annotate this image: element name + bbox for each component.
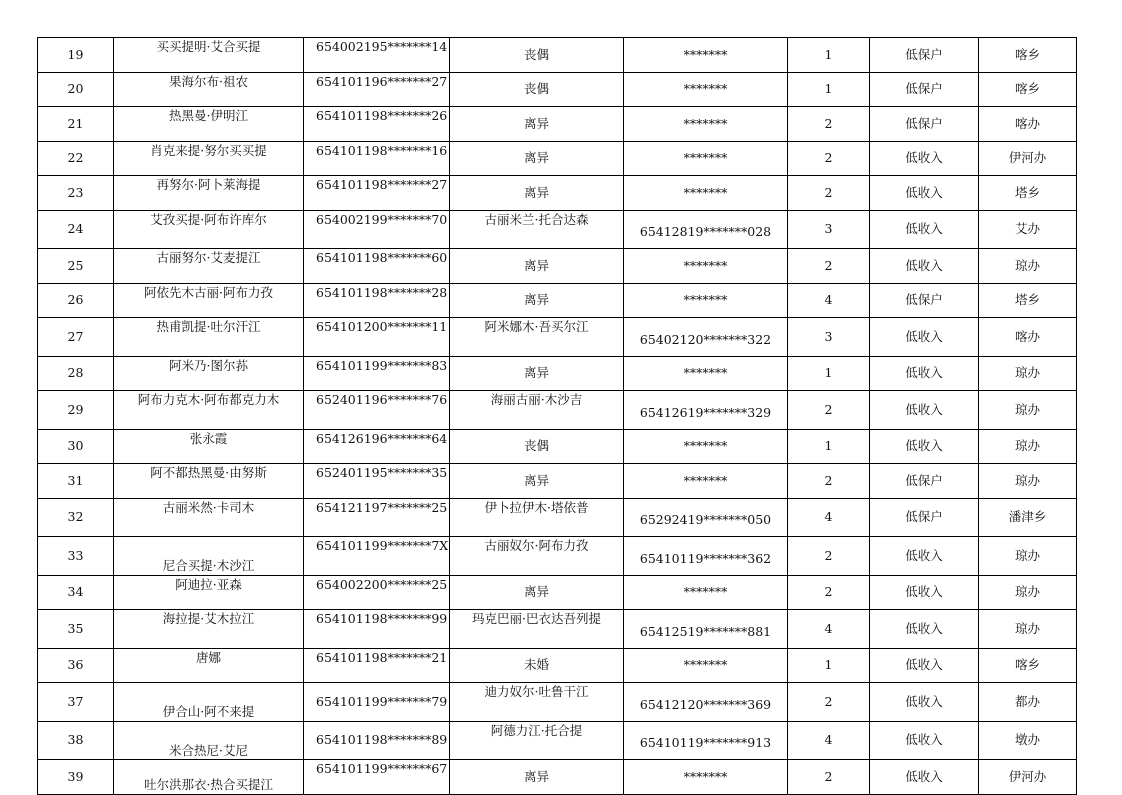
assistance-type-cell: 低保户 — [870, 72, 979, 107]
assistance-type-cell: 低收入 — [870, 318, 979, 357]
applicant-name-cell: 再努尔·阿卜莱海提 — [114, 176, 304, 211]
spouse-name-cell: 玛克巴丽·巴衣达吾列提 — [450, 610, 624, 649]
spouse-name-cell: 丧偶 — [450, 429, 624, 464]
table-row — [38, 498, 1077, 537]
row-number-cell: 28 — [38, 356, 114, 391]
spouse-name-cell: 古丽米兰·托合达森 — [450, 210, 624, 249]
applicant-id-cell: 654101198*******27 — [304, 176, 450, 211]
applicant-id-cell: 654101198*******89 — [304, 721, 450, 760]
assistance-type-cell: 低保户 — [870, 283, 979, 318]
spouse-id-cell: ******* — [624, 648, 788, 683]
area-cell: 伊河办 — [979, 141, 1077, 176]
applicant-name-cell: 阿布力克木·阿布都克力木 — [114, 391, 304, 430]
area-cell: 琼办 — [979, 537, 1077, 576]
area-cell: 潘津乡 — [979, 498, 1077, 537]
spouse-name-cell: 离异 — [450, 356, 624, 391]
spouse-id-cell: ******* — [624, 72, 788, 107]
area-cell: 琼办 — [979, 610, 1077, 649]
spouse-id-cell: ******* — [624, 176, 788, 211]
assistance-type-cell: 低收入 — [870, 391, 979, 430]
applicant-name-cell: 热甫凯提·吐尔汗江 — [114, 318, 304, 357]
table-row — [38, 721, 1077, 760]
applicant-name-cell: 古丽努尔·艾麦提江 — [114, 249, 304, 284]
spouse-name-cell: 丧偶 — [450, 38, 624, 73]
assistance-type-cell: 低保户 — [870, 38, 979, 73]
household-count-cell: 1 — [788, 648, 870, 683]
applicant-name-cell: 伊合山·阿不来提 — [114, 683, 304, 722]
table-row — [38, 107, 1077, 142]
table-row — [38, 72, 1077, 107]
area-cell: 琼办 — [979, 429, 1077, 464]
area-cell: 琼办 — [979, 464, 1077, 499]
assistance-type-cell: 低收入 — [870, 249, 979, 284]
spouse-id-cell: ******* — [624, 464, 788, 499]
spouse-id-cell: 65412619*******329 — [624, 391, 788, 430]
applicant-id-cell: 654101199*******79 — [304, 683, 450, 722]
table-row — [38, 176, 1077, 211]
area-cell: 塔乡 — [979, 283, 1077, 318]
assistance-type-cell: 低保户 — [870, 498, 979, 537]
applicant-id-cell: 654002199*******70 — [304, 210, 450, 249]
spouse-name-cell: 离异 — [450, 760, 624, 795]
table-row — [38, 537, 1077, 576]
row-number-cell: 20 — [38, 72, 114, 107]
row-number-cell: 39 — [38, 760, 114, 795]
area-cell: 琼办 — [979, 249, 1077, 284]
spouse-name-cell: 离异 — [450, 464, 624, 499]
household-count-cell: 1 — [788, 356, 870, 391]
household-count-cell: 2 — [788, 575, 870, 610]
area-cell: 喀乡 — [979, 648, 1077, 683]
row-number-cell: 38 — [38, 721, 114, 760]
applicant-name-cell: 尼合买提·木沙江 — [114, 537, 304, 576]
applicant-name-cell: 阿不都热黑曼·由努斯 — [114, 464, 304, 499]
household-count-cell: 1 — [788, 429, 870, 464]
applicant-id-cell: 654101200*******11 — [304, 318, 450, 357]
assistance-type-cell: 低收入 — [870, 210, 979, 249]
area-cell: 艾办 — [979, 210, 1077, 249]
applicant-name-cell: 古丽米然·卡司木 — [114, 498, 304, 537]
household-count-cell: 4 — [788, 610, 870, 649]
applicant-name-cell: 买买提明·艾合买提 — [114, 38, 304, 73]
table-row — [38, 318, 1077, 357]
spouse-id-cell: 65412120*******369 — [624, 683, 788, 722]
row-number-cell: 19 — [38, 38, 114, 73]
area-cell: 塔乡 — [979, 176, 1077, 211]
household-count-cell: 2 — [788, 683, 870, 722]
applicant-id-cell: 654101198*******16 — [304, 141, 450, 176]
household-count-cell: 2 — [788, 464, 870, 499]
table-row — [38, 356, 1077, 391]
assistance-type-cell: 低收入 — [870, 141, 979, 176]
spouse-id-cell: ******* — [624, 249, 788, 284]
applicant-id-cell: 652401196*******76 — [304, 391, 450, 430]
row-number-cell: 21 — [38, 107, 114, 142]
row-number-cell: 31 — [38, 464, 114, 499]
table-row — [38, 210, 1077, 249]
table-row — [38, 648, 1077, 683]
applicant-name-cell: 果海尔布·祖农 — [114, 72, 304, 107]
household-count-cell: 3 — [788, 210, 870, 249]
row-number-cell: 24 — [38, 210, 114, 249]
record-table — [37, 37, 1077, 795]
household-count-cell: 4 — [788, 498, 870, 537]
spouse-name-cell: 阿德力江·托合提 — [450, 721, 624, 760]
area-cell: 琼办 — [979, 391, 1077, 430]
spouse-id-cell: ******* — [624, 107, 788, 142]
household-count-cell: 4 — [788, 721, 870, 760]
household-count-cell: 2 — [788, 141, 870, 176]
household-count-cell: 1 — [788, 72, 870, 107]
spouse-id-cell: 65402120*******322 — [624, 318, 788, 357]
area-cell: 墩办 — [979, 721, 1077, 760]
applicant-id-cell: 654002200*******25 — [304, 575, 450, 610]
household-count-cell: 2 — [788, 391, 870, 430]
spouse-id-cell: 65412819*******028 — [624, 210, 788, 249]
table-row — [38, 575, 1077, 610]
table-row — [38, 38, 1077, 73]
row-number-cell: 23 — [38, 176, 114, 211]
area-cell: 伊河办 — [979, 760, 1077, 795]
applicant-id-cell: 654101199*******67 — [304, 760, 450, 795]
household-count-cell: 2 — [788, 249, 870, 284]
spouse-name-cell: 海丽古丽·木沙吉 — [450, 391, 624, 430]
spouse-id-cell: ******* — [624, 283, 788, 318]
spouse-name-cell: 伊卜拉伊木·塔依普 — [450, 498, 624, 537]
applicant-name-cell: 海拉提·艾木拉江 — [114, 610, 304, 649]
spouse-id-cell: 65410119*******913 — [624, 721, 788, 760]
spouse-name-cell: 阿米娜木·吾买尔江 — [450, 318, 624, 357]
area-cell: 喀乡 — [979, 38, 1077, 73]
spouse-id-cell: 65410119*******362 — [624, 537, 788, 576]
applicant-name-cell: 阿米乃·图尔荪 — [114, 356, 304, 391]
applicant-id-cell: 654126196*******64 — [304, 429, 450, 464]
applicant-id-cell: 654101199*******7X — [304, 537, 450, 576]
household-count-cell: 1 — [788, 38, 870, 73]
table-row — [38, 760, 1077, 795]
area-cell: 琼办 — [979, 356, 1077, 391]
spouse-id-cell: ******* — [624, 429, 788, 464]
household-count-cell: 2 — [788, 176, 870, 211]
applicant-name-cell: 热黑曼·伊明江 — [114, 107, 304, 142]
applicant-name-cell: 唐娜 — [114, 648, 304, 683]
spouse-name-cell: 离异 — [450, 141, 624, 176]
applicant-name-cell: 艾孜买提·阿布许库尔 — [114, 210, 304, 249]
assistance-type-cell: 低收入 — [870, 537, 979, 576]
table-row — [38, 429, 1077, 464]
applicant-id-cell: 654101199*******83 — [304, 356, 450, 391]
row-number-cell: 36 — [38, 648, 114, 683]
assistance-type-cell: 低收入 — [870, 683, 979, 722]
household-count-cell: 2 — [788, 760, 870, 795]
household-count-cell: 2 — [788, 107, 870, 142]
household-count-cell: 3 — [788, 318, 870, 357]
table-row — [38, 610, 1077, 649]
spouse-name-cell: 离异 — [450, 249, 624, 284]
table-body — [38, 38, 1077, 795]
household-count-cell: 4 — [788, 283, 870, 318]
applicant-id-cell: 654101198*******21 — [304, 648, 450, 683]
applicant-name-cell: 阿迪拉·亚森 — [114, 575, 304, 610]
applicant-id-cell: 654121197*******25 — [304, 498, 450, 537]
area-cell: 都办 — [979, 683, 1077, 722]
row-number-cell: 35 — [38, 610, 114, 649]
assistance-type-cell: 低收入 — [870, 176, 979, 211]
household-count-cell: 2 — [788, 537, 870, 576]
row-number-cell: 22 — [38, 141, 114, 176]
area-cell: 喀办 — [979, 107, 1077, 142]
row-number-cell: 33 — [38, 537, 114, 576]
row-number-cell: 30 — [38, 429, 114, 464]
applicant-id-cell: 654101198*******26 — [304, 107, 450, 142]
spouse-id-cell: ******* — [624, 760, 788, 795]
row-number-cell: 26 — [38, 283, 114, 318]
row-number-cell: 29 — [38, 391, 114, 430]
assistance-type-cell: 低收入 — [870, 760, 979, 795]
assistance-type-cell: 低收入 — [870, 721, 979, 760]
spouse-name-cell: 离异 — [450, 107, 624, 142]
applicant-id-cell: 654002195*******14 — [304, 38, 450, 73]
assistance-type-cell: 低收入 — [870, 610, 979, 649]
table-row — [38, 464, 1077, 499]
spouse-id-cell: ******* — [624, 356, 788, 391]
row-number-cell: 25 — [38, 249, 114, 284]
spouse-id-cell: 65412519*******881 — [624, 610, 788, 649]
spouse-name-cell: 丧偶 — [450, 72, 624, 107]
spouse-name-cell: 离异 — [450, 176, 624, 211]
spouse-name-cell: 离异 — [450, 283, 624, 318]
table-row — [38, 391, 1077, 430]
applicant-name-cell: 阿依先木古丽·阿布力孜 — [114, 283, 304, 318]
assistance-type-cell: 低收入 — [870, 575, 979, 610]
applicant-id-cell: 654101198*******28 — [304, 283, 450, 318]
spouse-name-cell: 离异 — [450, 575, 624, 610]
applicant-name-cell: 张永霞 — [114, 429, 304, 464]
table-row — [38, 283, 1077, 318]
assistance-type-cell: 低保户 — [870, 464, 979, 499]
spouse-name-cell: 迪力奴尔·吐鲁干江 — [450, 683, 624, 722]
applicant-name-cell: 米合热尼·艾尼 — [114, 721, 304, 760]
spouse-name-cell: 古丽奴尔·阿布力孜 — [450, 537, 624, 576]
spouse-id-cell: ******* — [624, 141, 788, 176]
table-row — [38, 683, 1077, 722]
row-number-cell: 37 — [38, 683, 114, 722]
applicant-name-cell: 肖克来提·努尔买买提 — [114, 141, 304, 176]
spouse-id-cell: ******* — [624, 38, 788, 73]
row-number-cell: 32 — [38, 498, 114, 537]
assistance-type-cell: 低收入 — [870, 648, 979, 683]
spouse-id-cell: 65292419*******050 — [624, 498, 788, 537]
row-number-cell: 27 — [38, 318, 114, 357]
applicant-name-cell: 吐尔洪那衣·热合买提江 — [114, 760, 304, 795]
applicant-id-cell: 654101198*******60 — [304, 249, 450, 284]
spouse-id-cell: ******* — [624, 575, 788, 610]
area-cell: 琼办 — [979, 575, 1077, 610]
area-cell: 喀办 — [979, 318, 1077, 357]
assistance-type-cell: 低收入 — [870, 429, 979, 464]
applicant-id-cell: 654101196*******27 — [304, 72, 450, 107]
assistance-type-cell: 低保户 — [870, 107, 979, 142]
applicant-id-cell: 652401195*******35 — [304, 464, 450, 499]
table-row — [38, 141, 1077, 176]
spouse-name-cell: 未婚 — [450, 648, 624, 683]
row-number-cell: 34 — [38, 575, 114, 610]
applicant-id-cell: 654101198*******99 — [304, 610, 450, 649]
assistance-type-cell: 低收入 — [870, 356, 979, 391]
area-cell: 喀乡 — [979, 72, 1077, 107]
table-row — [38, 249, 1077, 284]
